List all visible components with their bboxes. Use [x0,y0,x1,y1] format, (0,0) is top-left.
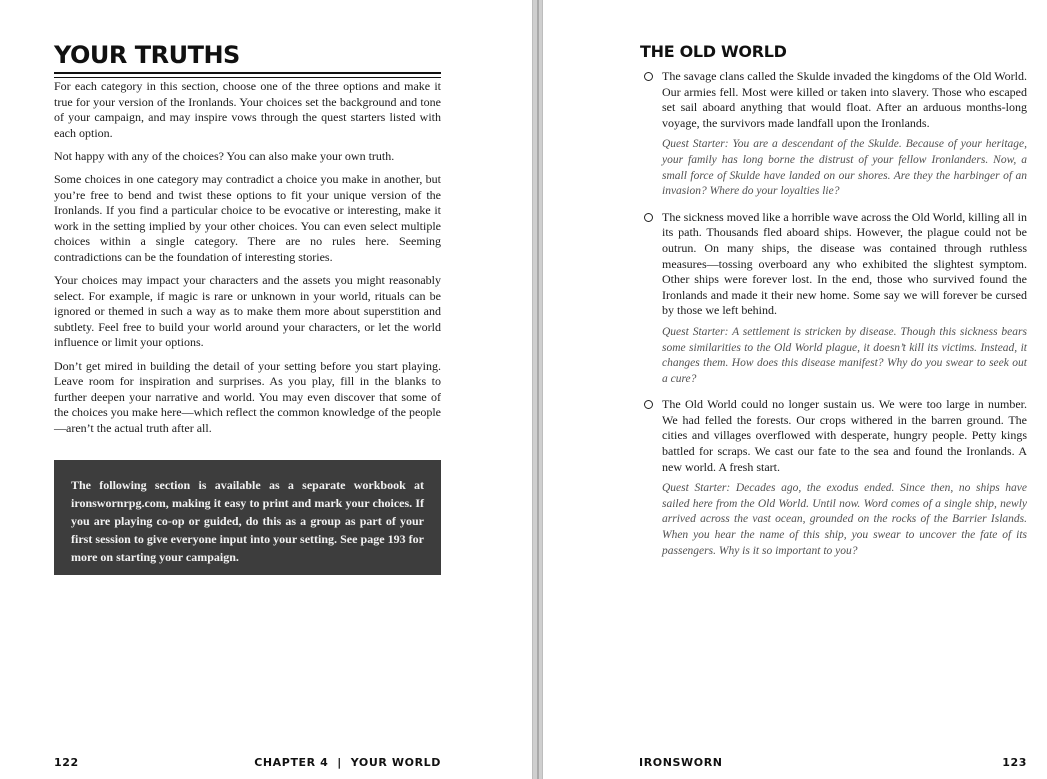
option-radio-icon[interactable] [644,400,653,409]
truth-option [662,69,1027,200]
left-page-title: YOUR TRUTHS [54,40,441,74]
option-radio-icon[interactable] [644,213,653,222]
quest-starter-label: Quest Starter: [662,482,731,495]
body-paragraph: For each category in this section, choose one of the three options and make it true for your version of the Ironlands. Your choices set the background and tone of your campaign, and may inspire vows through the quest starters listed with each option. [54,79,441,140]
quest-starter [662,481,1027,559]
gutter-divider [537,0,539,779]
quest-starter-label: Quest Starter: [662,138,729,151]
right-page-number: 123 [1002,756,1027,769]
body-paragraph: Don’t get mired in building the detail of your setting before you start playing. Leave room for inspiration and surprises. As you play, fill in the blanks to further deepen your narrative and world. You may even discover that some of the choices you make here—which reflect the common knowledge of the people—aren’t the actual truth after all. [54,358,441,435]
truth-option-text: The sickness moved like a horrible wave across the Old World, killing all in its path. Thousands fled aboard ships. However, the plague could not be outrun. On many ships, the disease was contained through ruthless measures—tossing overboard any who exhibited the slightest symptom. Other ships were forever lost. In the end, those who survived found the Ironlands and made it their new home. Some say we will forever be cursed by those we left behind. [662,209,1027,318]
left-running-head: CHAPTER 4 | YOUR WORLD [254,756,441,769]
quest-starter-text: You are a descendant of the Skulde. Because of your heritage, your family has long borne the distrust of your fellow Ironlanders. Now, a small force of Skulde have landed on our shores. Are they the harbinger of an invasion? Where do your loyalties lie? [662,138,1027,198]
right-page [543,0,1047,779]
page-gutter [532,0,543,779]
option-radio-icon[interactable] [644,72,653,81]
right-page-title: THE OLD WORLD [640,42,787,61]
body-paragraph: Not happy with any of the choices? You can also make your own truth. [54,148,395,163]
left-page-number: 122 [54,756,79,769]
quest-starter-text: A settlement is stricken by disease. Though this sickness bears some similarities to the Old World plague, it doesn’t kill its victims. Instead, it changes them. How does this disease manifest? Why do you swear to seek out a cure? [662,325,1027,385]
truth-options [662,69,1027,569]
quest-starter-text: Decades ago, the exodus ended. Since then, no ships have sailed here from the Old World. Until now. Word comes of a single ship, newly arrived across the vast ocean, grounded on the rocks of the Barrier Islands. When you hear the name of this ship, you swear to uncover the fate of its passengers. Why is it so important to you? [662,482,1028,557]
left-page-body [54,79,441,444]
truth-option-text: The Old World could no longer sustain us. We were too large in number. We had felled the forests. Our crops withered in the barren ground. The cities and villages overflowed with desperate, hungry people. Petty kings battled for scraps. We cast our fate to the sea and found the Ironlands. A new world. A fresh start. [662,397,1027,474]
body-paragraph: Some choices in one category may contradict a choice you make in another, but you’re free to bend and twist these options to fit your unique version of the Ironlands. If you find a particular choice to be evocative or interesting, make it work in the setting implied by your other choices. You can even select multiple choices within a single category. There are no rules here. Seeming contradictions can be the foundation of interesting stories. [54,171,441,264]
right-running-head: IRONSWORN [639,756,723,769]
workbook-note-box: The following section is available as a separate workbook at ironswornrpg.com, making it easy to print and mark your choices. If you are playing co-op or guided, do this as a group as part of your first session to give everyone input into your setting. See page 193 for more on starting your campaign. [54,460,441,575]
truth-option [662,397,1027,559]
truth-option [662,210,1027,388]
quest-starter [662,325,1027,387]
body-paragraph: Your choices may impact your characters and the assets you might reasonably select. For example, if magic is rare or unknown in your world, rituals can be ignored or themed in such a way as to make them more about superstition and subtlety. Feel free to build your world around your characters, or let the world influence or limit your options. [54,273,441,350]
quest-starter-label: Quest Starter: [662,325,729,338]
truth-option-text: The savage clans called the Skulde invaded the kingdoms of the Old World. Our armies fell. Most were killed or taken into slavery. Those who escaped set sail aboard anything that would float. After an arduous months-long voyage, the survivors made landfall upon the Ironlands. [662,69,1027,130]
quest-starter [662,137,1027,199]
